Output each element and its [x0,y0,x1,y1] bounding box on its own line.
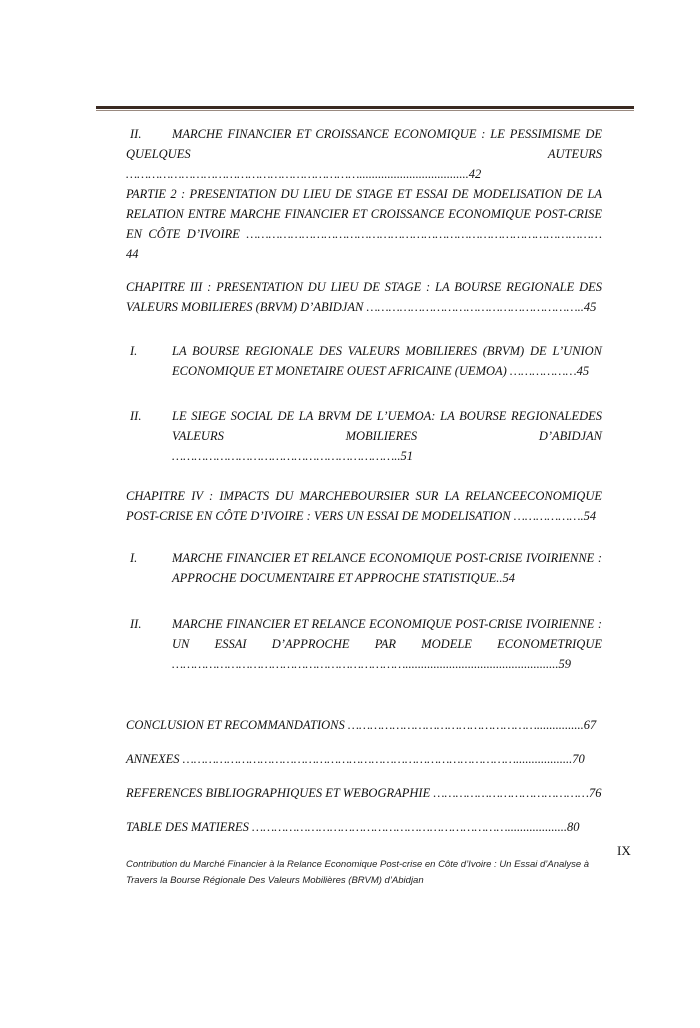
toc-entry-number: I. [130,551,138,565]
toc-entry-text: MARCHE FINANCIER ET CROISSANCE ECONOMIQUE : LE PESSIMISME DE QUELQUES AUTEURS ………………………………………………………...................................42 [126,127,602,181]
toc-entry-text: LE SIEGE SOCIAL DE LA BRVM DE L’UEMOA: LA BOURSE REGIONALEDES VALEURS MOBILIERES D’ABIDJAN ……………………………………………………..51 [172,409,602,463]
toc-entry-annexes[interactable]: ANNEXES ………………………………………………………………………………..................70 [126,752,585,766]
toc-entry-references[interactable]: REFERENCES BIBLIOGRAPHIQUES ET WEBOGRAPHIE ……………………………………76 [126,786,602,800]
toc-entry-partie-2[interactable]: PARTIE 2 : PRESENTATION DU LIEU DE STAGE ET ESSAI DE MODELISATION DE LA RELATION ENTRE MARCHE FINANCIER ET CROISSANCE ECONOMIQUE POST-CRISE EN CÔTE D’IVOIRE ……………………………………………………………………………………44 [126,187,602,261]
toc-entry-chapitre-3[interactable]: CHAPITRE III : PRESENTATION DU LIEU DE STAGE : LA BOURSE REGIONALE DES VALEURS MOBILIERES (BRVM) D’ABIDJAN …………………………………………………..45 [126,280,602,314]
toc-entry-conclusion[interactable]: CONCLUSION ET RECOMMANDATIONS ……………………………………………...............67 [126,718,597,732]
toc-entry-number: II. [130,409,142,423]
toc-entry-siege-social[interactable] [126,406,602,466]
toc-entry-number: II. [130,127,142,141]
toc-entry-text: MARCHE FINANCIER ET RELANCE ECONOMIQUE POST-CRISE IVOIRIENNE : UN ESSAI D’APPROCHE PAR MODELE ECONOMETRIQUE ……………………………………………………….................................................59 [172,617,602,671]
top-rule-shadow [96,110,634,111]
toc-entry-number: I. [130,344,138,358]
toc-entry-text: LA BOURSE REGIONALE DES VALEURS MOBILIERES (BRVM) DE L’UNION ECONOMIQUE ET MONETAIRE OUEST AFRICAINE (UEMOA) ………………45 [172,344,602,378]
top-rule [96,106,634,109]
page-number: IX [617,843,631,858]
toc-entry-number: II. [130,617,142,631]
toc-entry-text: MARCHE FINANCIER ET RELANCE ECONOMIQUE POST-CRISE IVOIRIENNE : APPROCHE DOCUMENTAIRE ET APPROCHE STATISTIQUE..54 [172,551,602,585]
page-footer: Contribution du Marché Financier à la Relance Economique Post-crise en Côte d’Ivoire : Un Essai d’Analyse à Travers la Bourse Régionale Des Valeurs Mobilières (BRVM) d’Abidjan [126,859,590,886]
toc-entry-table-des-matieres[interactable]: TABLE DES MATIERES ……………………………………………………………...................80 [126,820,580,834]
toc-entry-approche-documentaire[interactable] [126,548,602,588]
toc-entry-chapitre-4[interactable]: CHAPITRE IV : IMPACTS DU MARCHEBOURSIER SUR LA RELANCEECONOMIQUE POST-CRISE EN CÔTE D’IVOIRE : VERS UN ESSAI DE MODELISATION ……………….54 [126,489,602,523]
toc-entry-marche-financier-pessimisme[interactable] [126,124,602,184]
toc-entry-modele-econometrique[interactable] [126,614,602,674]
toc-entry-brvm-uemoa[interactable] [126,341,602,381]
